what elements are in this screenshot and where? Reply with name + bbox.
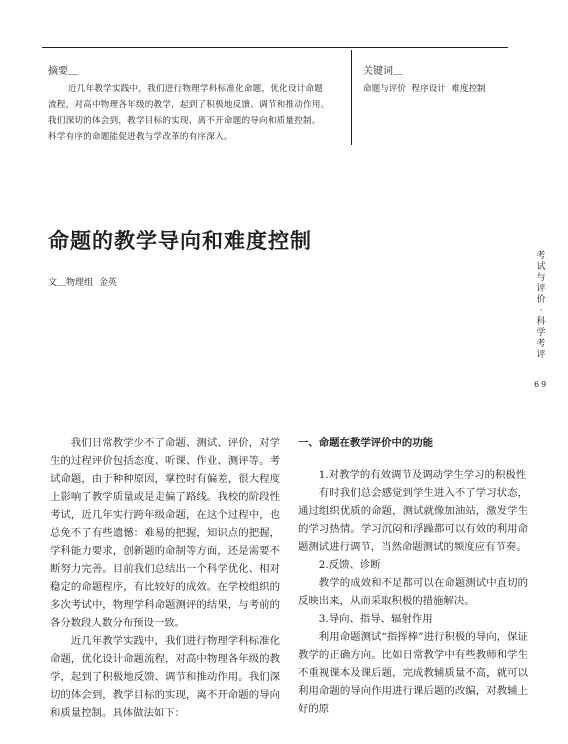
journal-char: 科 bbox=[536, 317, 546, 327]
abstract-line: 科学有序的命题能促进教与学改革的有序深入。 bbox=[48, 132, 233, 142]
body-paragraph: 教学的成效和不足都可以在命题测试中直切的反映出来，从而采取积极的措施解决。 bbox=[298, 577, 528, 607]
top-rule bbox=[42, 47, 508, 48]
body-paragraph: 近几年教学实践中，我们进行物理学科标准化命题，优化设计命题流程，对高中物理各年级的教学，起到了积极地反馈、调节和推动作用。我们深切的体会到，教学目标的实现，离不开命题的导向和质量控制。具体做法如下： bbox=[50, 635, 280, 719]
author-line: 文＿物理组 金英 bbox=[48, 278, 117, 288]
subsection-heading: 1.对教学的有效调节及调动学生学习的积极性 bbox=[318, 469, 527, 481]
abstract-line: 我们深切的体会到，教学目标的实现，离不开命题的导向和质量控制。 bbox=[48, 116, 321, 126]
abstract-label: 摘要＿ bbox=[48, 66, 78, 77]
journal-char: 学 bbox=[536, 328, 546, 338]
subsection-heading: 2.反馈、诊断 bbox=[318, 559, 381, 571]
body-paragraph: 我们日常教学少不了命题、测试、评价，对学生的过程评价包括态度、听课、作业、测评等。考试命题，由于种种原因，掌控时有偏差，很大程度上影响了教学质量或是走偏了路线。我校的阶段性考试，近几年实行跨年级命题，在这个过程中，也总免不了有些遗憾：难易的把握，知识点的把握，学科能力要求，创新题的命制等方面，还是需要不断努力完善。目前我们总结出一个科学优化、相对稳定的命题程序，有比较好的成效。在学校组织的多次考试中，物理学科命题测评的结果，与考前的各分数段人数分布预设一致。 bbox=[50, 437, 280, 629]
journal-sidebar bbox=[535, 251, 547, 361]
section-heading: 一、命题在教学评价中的功能 bbox=[298, 437, 434, 449]
right-column bbox=[298, 434, 528, 718]
keywords-text: 命题与评价 程序设计 难度控制 bbox=[363, 84, 486, 94]
body-paragraph: 有时我们总会感觉到学生进入不了学习状态，通过组织优质的命题，测试就像加油站，激发学生的学习热情。学习沉闷和浮躁都可以有效的利用命题测试进行调节，当然命题测试的频度应有节奏。 bbox=[298, 487, 528, 553]
journal-char: · bbox=[539, 306, 543, 316]
article-title: 命题的教学导向和难度控制 bbox=[48, 228, 312, 253]
journal-char: 价 bbox=[536, 295, 546, 305]
page-number: 69 bbox=[534, 380, 549, 389]
abstract-line: 近几年教学实践中，我们进行物理学科标准化命题，优化设计命题 bbox=[68, 84, 324, 94]
journal-char: 评 bbox=[536, 350, 546, 360]
journal-char: 考 bbox=[536, 339, 546, 349]
journal-char: 与 bbox=[536, 273, 546, 283]
abstract-body bbox=[48, 81, 344, 145]
journal-char: 考 bbox=[536, 251, 546, 261]
journal-char: 试 bbox=[536, 262, 546, 272]
abstract-divider bbox=[351, 50, 352, 145]
subsection-heading: 3.导向、指导、辐射作用 bbox=[318, 613, 433, 625]
keywords-label: 关键词＿ bbox=[363, 66, 403, 77]
body-paragraph: 利用命题测试“指挥棒”进行积极的导向，保证教学的正确方向。比如日常教学中有些教师和学生不重视课本及课后题，完成教辅质量不高，就可以利用命题的导向作用进行课后题的改编，对教辅上好的原 bbox=[298, 631, 528, 715]
left-column bbox=[50, 434, 280, 722]
journal-char: 评 bbox=[536, 284, 546, 294]
abstract-line: 流程，对高中物理各年级的教学，起到了积极地反馈、调节和推动作用。 bbox=[48, 100, 330, 110]
